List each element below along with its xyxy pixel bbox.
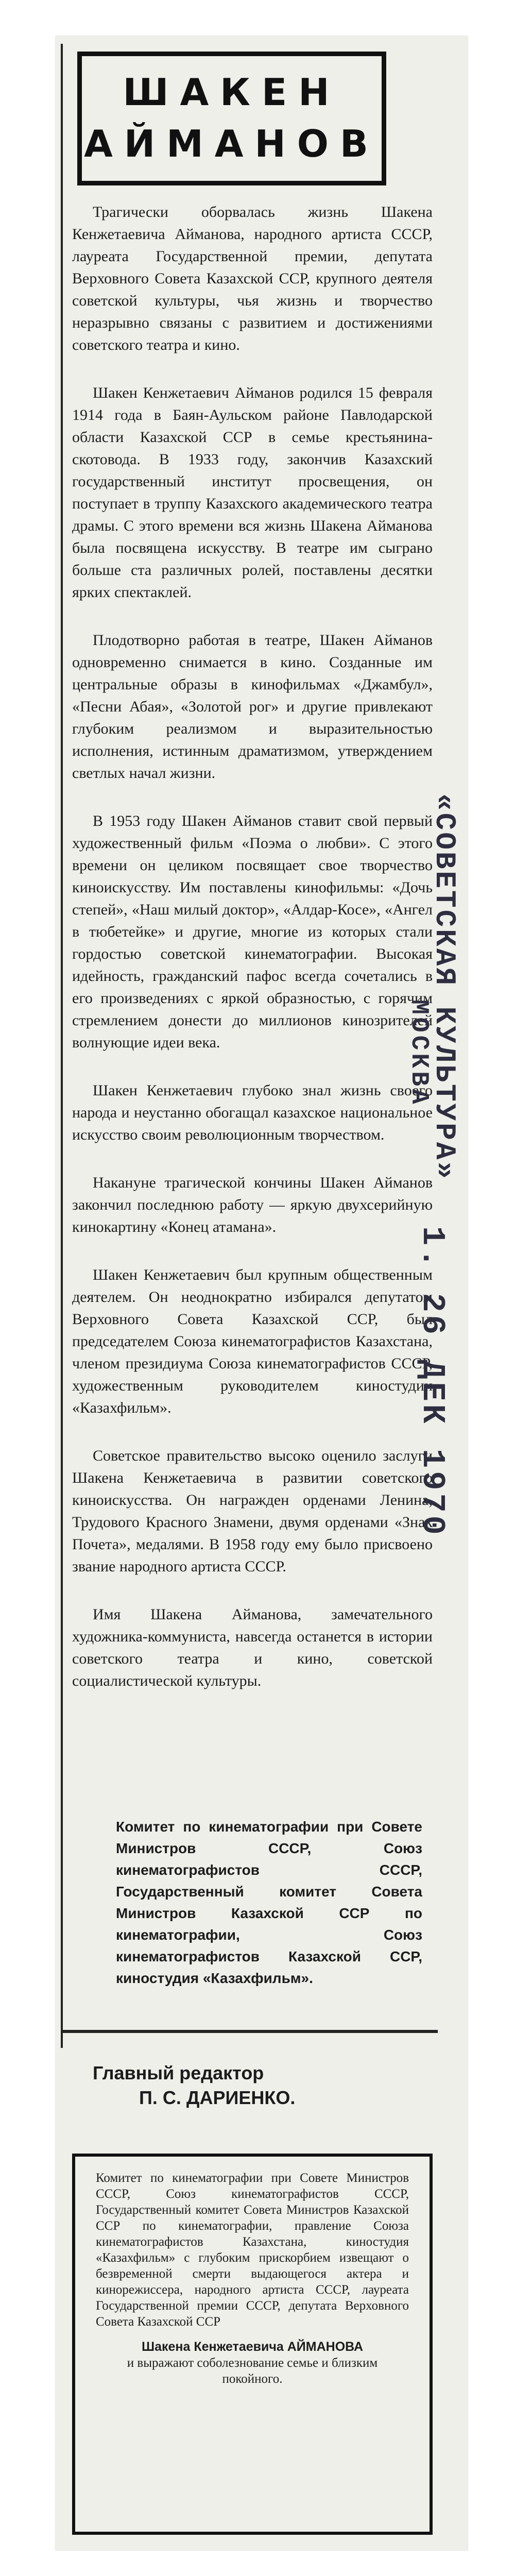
clipping-border-line xyxy=(61,44,63,2048)
obituary-text: Комитет по кинематографии при Совете Министров СССР, Союз кинематографистов СССР, Государственный комитет Совета Министров Казахской ССР по кинематографии, правление Союза кинематографистов Казахстана, киностудия «Казахфильм» с глубоким прискорбием извещают о безвременной смерти выдающегося актера и кинорежиссера, народного артиста СССР, лауреата Государственной премии СССР, депутата Верховного Совета Казахской ССР xyxy=(96,2171,409,2329)
article-paragraph: Накануне трагической кончины Шакен Айманов закончил последнюю работу — яркую двухсерийную кинокартину «Конец атамана». xyxy=(72,1174,433,1235)
section-divider xyxy=(62,2030,438,2033)
editor-credit xyxy=(93,2061,295,2110)
obituary-deceased xyxy=(96,2339,409,2387)
article-paragraph: Имя Шакена Айманова, замечательного художника-коммуниста, навсегда останется в истории советского театра и кино, советской социалистической культуры. xyxy=(72,1606,433,1689)
date-stamp: 1. 26 ДЕК 1970 xyxy=(414,1226,451,1538)
article-title-line2: АЙМАНОВ xyxy=(84,122,380,165)
obituary-notice xyxy=(72,2154,433,2535)
article-signatories: Комитет по кинематографии при Совете Министров СССР, Союз кинематографистов СССР, Государственный комитет Совета Министров Казахской ССР по кинематографии, Союз кинематографистов Казахской ССР, киностудия «Казахфильм». xyxy=(116,1819,422,1986)
article-paragraph: Шакен Кенжетаевич Айманов родился 15 февраля 1914 года в Баян-Аульском районе Павлодарской области Казахской ССР в семье крестьянина-скотовода. В 1933 году, закончив Казахский государственный институт просвещения, он поступает в труппу Казахского академического театра драмы. С этого времени вся жизнь Шакена Айманова была посвящена искусству. В театре им сыграно больше ста различных ролей, поставлены десятки ярких спектаклей. xyxy=(72,384,433,601)
article-paragraph: Шакен Кенжетаевич глубоко знал жизнь своего народа и неустанно обогащал казахское национальное искусство своим революционным творчеством. xyxy=(72,1082,433,1143)
article-title-box xyxy=(77,52,386,185)
obituary-deceased-name: Шакена Кенжетаевича АЙМАНОВА xyxy=(141,2340,364,2354)
editor-role: Главный редактор xyxy=(93,2062,264,2083)
article-paragraph: Шакен Кенжетаевич был крупным общественным деятелем. Он неоднократно избирался депутатом Верховного Совета Казахской ССР, был председателем Союза кинематографистов Казахстана, членом президиума Союза кинематографистов СССР, художественным руководителем киностудии «Казахфильм». xyxy=(72,1266,433,1416)
article-paragraph: Трагически оборвалась жизнь Шакена Кенжетаевича Айманова, народного артиста СССР, лауреата Государственной премии, депутата Верховного Совета Казахской ССР, крупного деятеля советской культуры, чья жизнь и творчество неразрывно связаны с развитием и достижениями советского театра и кино. xyxy=(72,204,433,353)
article-body xyxy=(72,201,433,1718)
city-stamp: МОСКВА xyxy=(405,999,433,1107)
editor-name: П. С. ДАРИЕНКО. xyxy=(139,2087,296,2108)
article-title-line1: ШАКЕН xyxy=(123,71,341,114)
obituary-condolence: и выражают соболезнование семье и близким покойного. xyxy=(127,2356,378,2386)
article-paragraph: В 1953 году Шакен Айманов ставит свой первый художественный фильм «Поэма о любви». С этого времени он целиком посвящает свое творчество киноискусству. Им поставлены кинофильмы: «Дочь степей», «Наш милый доктор», «Алдар-Косе», «Ангел в тюбетейке» и другие, многие из которых стали гордостью советской кинематографии. Высокая идейность, гражданский пафос всегда сочетались в его произведениях с яркой образностью, с горячим стремлением донести до миллионов кинозрителей волнующие идеи века. xyxy=(72,812,433,1051)
article-paragraph: Советское правительство высоко оценило заслуги Шакена Кенжетаевича в развитии советского киноискусства. Он награжден орденами Ленина, Трудового Красного Знамени, двумя орденами «Знак Почета», медалями. В 1958 году ему было присвоено звание народного артиста СССР. xyxy=(72,1447,433,1575)
article-paragraph: Плодотворно работая в театре, Шакен Айманов одновременно снимается в кино. Созданные им центральные образы в кинофильмах «Джамбул», «Песни Абая», «Золотой рог» и другие привлекают глубоким реализмом и выразительностью исполнения, истинным драматизмом, утверждением светлых начал жизни. xyxy=(72,632,433,782)
publication-stamp: «СОВЕТСКАЯ КУЛЬТУРА» xyxy=(428,793,461,1181)
